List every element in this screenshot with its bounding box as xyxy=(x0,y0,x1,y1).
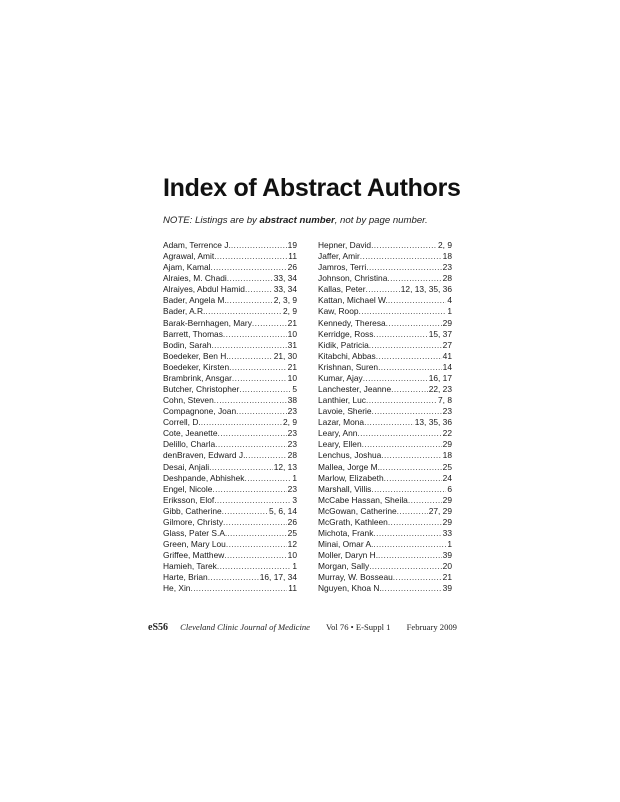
index-entry xyxy=(318,318,452,329)
abstract-numbers: 39 xyxy=(442,550,452,561)
index-entry xyxy=(163,561,297,572)
footer-volume: Vol 76 • E-Suppl 1 xyxy=(326,622,391,632)
abstract-numbers: 23 xyxy=(442,262,452,273)
dot-leader xyxy=(371,484,446,495)
dot-leader xyxy=(210,262,286,273)
author-name: Desai, Anjali xyxy=(163,461,210,472)
index-entry xyxy=(318,251,452,262)
listing-note xyxy=(163,215,428,226)
abstract-numbers: 24 xyxy=(442,472,452,483)
footer-journal-name: Cleveland Clinic Journal of Medicine xyxy=(180,622,310,632)
abstract-numbers: 4 xyxy=(447,295,452,306)
abstract-numbers: 2, 3, 9 xyxy=(273,295,297,306)
author-name: Glass, Pater S.A. xyxy=(163,528,228,539)
page-footer xyxy=(148,622,457,633)
dot-leader xyxy=(387,273,441,284)
dot-leader xyxy=(215,439,287,450)
dot-leader xyxy=(227,295,273,306)
abstract-numbers: 12 xyxy=(287,539,297,550)
author-name: Kennedy, Theresa xyxy=(318,317,386,328)
dot-leader xyxy=(222,506,268,517)
index-entry xyxy=(163,340,297,351)
note-emphasis: abstract number xyxy=(259,215,335,226)
abstract-numbers: 10 xyxy=(287,550,297,561)
abstract-numbers: 33 xyxy=(442,528,452,539)
abstract-numbers: 33, 34 xyxy=(273,273,297,284)
dot-leader xyxy=(209,462,273,473)
index-entry xyxy=(163,329,297,340)
index-entry xyxy=(163,295,297,306)
abstract-numbers: 1 xyxy=(292,472,297,483)
author-name: Deshpande, Abhishek xyxy=(163,472,245,483)
abstract-numbers: 23 xyxy=(287,483,297,494)
index-entry xyxy=(318,273,452,284)
author-name: Cote, Jeanette xyxy=(163,428,218,439)
footer-date: February 2009 xyxy=(406,622,457,632)
abstract-numbers: 12, 13, 35, 36 xyxy=(400,284,452,295)
dot-leader xyxy=(236,406,287,417)
author-name: Kallas, Peter xyxy=(318,284,366,295)
index-entry xyxy=(163,351,297,362)
index-entry xyxy=(163,583,297,594)
abstract-numbers: 15, 37 xyxy=(428,328,452,339)
author-name: Griffee, Matthew xyxy=(163,550,225,561)
index-entry xyxy=(318,262,452,273)
abstract-numbers: 5 xyxy=(292,384,297,395)
author-name: Butcher, Christopher xyxy=(163,384,240,395)
abstract-numbers: 3 xyxy=(292,494,297,505)
index-entry xyxy=(163,550,297,561)
author-name: Kidik, Patricia xyxy=(318,339,369,350)
abstract-numbers: 25 xyxy=(287,528,297,539)
author-name: Murray, W. Bosseau xyxy=(318,572,393,583)
author-name: Hepner, David xyxy=(318,240,372,250)
footer-page-number: eS56 xyxy=(148,622,168,633)
index-entry xyxy=(318,561,452,572)
author-name: Bader, Angela M. xyxy=(163,295,227,306)
index-entry xyxy=(318,295,452,306)
dot-leader xyxy=(376,351,442,362)
author-name: Lazar, Mona xyxy=(318,417,365,428)
author-name: Minai, Omar A. xyxy=(318,539,374,550)
index-entry xyxy=(163,439,297,450)
abstract-numbers: 6 xyxy=(447,483,452,494)
author-name: Kitabchi, Abbas xyxy=(318,350,376,361)
index-entry xyxy=(318,340,452,351)
author-name: Barak-Bernhagen, Mary xyxy=(163,317,252,328)
dot-leader xyxy=(393,572,442,583)
index-entry xyxy=(163,273,297,284)
index-entry xyxy=(163,395,297,406)
dot-leader xyxy=(373,329,427,340)
index-entry xyxy=(318,506,452,517)
dot-leader xyxy=(397,506,428,517)
author-name: Cohn, Steven xyxy=(163,395,214,406)
dot-leader xyxy=(366,395,437,406)
dot-leader xyxy=(378,550,442,561)
index-entry xyxy=(163,284,297,295)
index-entry xyxy=(163,318,297,329)
dot-leader xyxy=(217,561,291,572)
dot-leader xyxy=(365,284,399,295)
abstract-numbers: 2, 9 xyxy=(438,240,452,250)
dot-leader xyxy=(226,539,287,550)
abstract-numbers: 11 xyxy=(288,251,297,262)
index-entry xyxy=(163,517,297,528)
index-entry xyxy=(163,528,297,539)
author-name: Leary, Ann xyxy=(318,428,358,439)
dot-leader xyxy=(384,473,442,484)
author-name: Boedeker, Kirsten xyxy=(163,361,230,372)
author-name: Delillo, Charla xyxy=(163,439,216,450)
note-suffix: , not by page number. xyxy=(334,215,428,226)
index-entry xyxy=(163,428,297,439)
index-entry xyxy=(163,306,297,317)
author-name: Adam, Terrence J. xyxy=(163,240,231,250)
author-name: Marlow, Elizabeth xyxy=(318,472,384,483)
abstract-numbers: 27, 29 xyxy=(428,505,452,516)
dot-leader xyxy=(408,495,442,506)
dot-leader xyxy=(362,439,442,450)
author-name: Kumar, Ajay xyxy=(318,372,363,383)
author-name: Krishnan, Suren xyxy=(318,361,379,372)
index-entry xyxy=(163,262,297,273)
abstract-numbers: 29 xyxy=(442,516,452,527)
abstract-numbers: 23 xyxy=(287,439,297,450)
index-entry xyxy=(318,373,452,384)
abstract-numbers: 39 xyxy=(442,583,452,594)
abstract-numbers: 10 xyxy=(287,328,297,339)
dot-leader xyxy=(378,362,442,373)
abstract-numbers: 16, 17 xyxy=(428,372,452,383)
dot-leader xyxy=(231,240,287,251)
author-name: Compagnone, Joan xyxy=(163,406,237,417)
dot-leader xyxy=(364,417,414,428)
author-name: Bodin, Sarah xyxy=(163,339,212,350)
abstract-numbers: 14 xyxy=(442,361,452,372)
dot-leader xyxy=(227,528,286,539)
author-name: Green, Mary Lou xyxy=(163,539,226,550)
index-entry xyxy=(318,395,452,406)
abstract-numbers: 23 xyxy=(442,406,452,417)
dot-leader xyxy=(205,306,282,317)
abstract-numbers: 2, 9 xyxy=(283,306,297,317)
dot-leader xyxy=(227,273,273,284)
dot-leader xyxy=(391,384,428,395)
abstract-numbers: 28 xyxy=(287,450,297,461)
author-name: Bader, A.R. xyxy=(163,306,206,317)
index-entry xyxy=(163,373,297,384)
dot-leader xyxy=(214,251,287,262)
dot-leader xyxy=(223,329,287,340)
index-entry xyxy=(318,572,452,583)
index-entry xyxy=(318,528,452,539)
abstract-numbers: 33, 34 xyxy=(273,284,297,295)
index-entry xyxy=(318,473,452,484)
dot-leader xyxy=(386,318,442,329)
dot-leader xyxy=(245,450,286,461)
dot-leader xyxy=(214,495,291,506)
index-entry xyxy=(318,306,452,317)
abstract-numbers: 18 xyxy=(442,450,452,461)
abstract-numbers: 19 xyxy=(287,240,297,250)
abstract-numbers: 25 xyxy=(442,461,452,472)
index-entry xyxy=(318,240,452,251)
author-name: Morgan, Sally xyxy=(318,561,370,572)
index-entry xyxy=(318,428,452,439)
dot-leader xyxy=(388,517,442,528)
dot-leader xyxy=(369,561,441,572)
dot-leader xyxy=(366,262,441,273)
index-entry xyxy=(163,484,297,495)
author-name: Jaffer, Amir xyxy=(318,251,360,262)
dot-leader xyxy=(245,284,273,295)
author-name: Ajam, Kamal xyxy=(163,262,211,273)
abstract-numbers: 29 xyxy=(442,439,452,450)
dot-leader xyxy=(244,473,291,484)
abstract-numbers: 1 xyxy=(447,306,452,317)
dot-leader xyxy=(373,528,441,539)
author-index-left-column xyxy=(163,240,297,595)
dot-leader xyxy=(380,462,442,473)
author-name: Engel, Nicole xyxy=(163,483,213,494)
author-name: He, Xin xyxy=(163,583,191,594)
index-entry xyxy=(163,495,297,506)
index-entry xyxy=(318,351,452,362)
index-entry xyxy=(318,406,452,417)
author-name: Lavoie, Sherie xyxy=(318,406,372,417)
author-name: McGowan, Catherine xyxy=(318,505,397,516)
dot-leader xyxy=(214,395,287,406)
dot-leader xyxy=(360,251,442,262)
author-name: Mallea, Jorge M. xyxy=(318,461,380,472)
author-name: Gilmore, Christy xyxy=(163,516,224,527)
author-name: Agrawal, Amit xyxy=(163,251,215,262)
dot-leader xyxy=(232,373,287,384)
dot-leader xyxy=(363,373,428,384)
index-entry xyxy=(318,539,452,550)
dot-leader xyxy=(201,417,282,428)
author-name: denBraven, Edward J. xyxy=(163,450,246,461)
index-entry xyxy=(163,462,297,473)
author-name: Jamros, Terri xyxy=(318,262,367,273)
index-entry xyxy=(318,417,452,428)
abstract-numbers: 41 xyxy=(442,350,452,361)
abstract-numbers: 5, 6, 14 xyxy=(269,505,297,516)
author-name: Kattan, Michael W. xyxy=(318,295,388,306)
dot-leader xyxy=(224,550,286,561)
index-entry xyxy=(318,384,452,395)
index-entry xyxy=(163,384,297,395)
index-entry xyxy=(163,251,297,262)
abstract-numbers: 27 xyxy=(442,339,452,350)
author-name: Michota, Frank xyxy=(318,528,374,539)
author-name: Marshall, Villis xyxy=(318,483,372,494)
index-entry xyxy=(318,484,452,495)
abstract-numbers: 16, 17, 34 xyxy=(259,572,297,583)
author-name: Correll, D. xyxy=(163,417,201,428)
abstract-numbers: 21, 30 xyxy=(273,350,297,361)
dot-leader xyxy=(223,517,287,528)
page-title: Index of Abstract Authors xyxy=(163,174,461,202)
abstract-numbers: 18 xyxy=(442,251,452,262)
dot-leader xyxy=(208,572,259,583)
abstract-numbers: 11 xyxy=(288,583,297,594)
author-name: Eriksson, Elof xyxy=(163,494,215,505)
dot-leader xyxy=(381,450,441,461)
index-entry xyxy=(163,362,297,373)
dot-leader xyxy=(359,306,447,317)
dot-leader xyxy=(217,428,286,439)
author-name: Nguyen, Khoa N. xyxy=(318,583,382,594)
abstract-numbers: 12, 13 xyxy=(273,461,297,472)
author-name: McCabe Hassan, Sheila xyxy=(318,494,408,505)
abstract-numbers: 13, 35, 36 xyxy=(414,417,452,428)
index-entry xyxy=(318,495,452,506)
index-entry xyxy=(318,462,452,473)
dot-leader xyxy=(239,384,291,395)
author-name: McGrath, Kathleen xyxy=(318,516,388,527)
dot-leader xyxy=(371,240,437,251)
abstract-numbers: 20 xyxy=(442,561,452,572)
abstract-numbers: 31 xyxy=(287,339,297,350)
index-entry xyxy=(318,439,452,450)
abstract-numbers: 22 xyxy=(442,428,452,439)
dot-leader xyxy=(382,583,442,594)
abstract-numbers: 28 xyxy=(442,273,452,284)
abstract-numbers: 23 xyxy=(287,428,297,439)
author-name: Kaw, Roop xyxy=(318,306,359,317)
author-name: Lenchus, Joshua xyxy=(318,450,382,461)
dot-leader xyxy=(229,351,273,362)
index-entry xyxy=(318,284,452,295)
dot-leader xyxy=(229,362,287,373)
index-entry xyxy=(318,583,452,594)
abstract-numbers: 26 xyxy=(287,262,297,273)
dot-leader xyxy=(212,484,286,495)
abstract-numbers: 7, 8 xyxy=(438,395,452,406)
dot-leader xyxy=(211,340,286,351)
abstract-numbers: 22, 23 xyxy=(428,384,452,395)
note-prefix: NOTE: Listings are by xyxy=(163,215,260,226)
author-name: Moller, Daryn H. xyxy=(318,550,379,561)
author-index-right-column xyxy=(318,240,452,595)
dot-leader xyxy=(388,295,447,306)
author-name: Alraies, M. Chadi xyxy=(163,273,227,284)
author-name: Kerridge, Ross xyxy=(318,328,374,339)
author-name: Johnson, Christina xyxy=(318,273,388,284)
index-entry xyxy=(163,240,297,251)
author-name: Hamieh, Tarek xyxy=(163,561,217,572)
author-name: Lanthier, Luc xyxy=(318,395,366,406)
abstract-numbers: 10 xyxy=(287,372,297,383)
index-entry xyxy=(163,473,297,484)
author-name: Brambrink, Ansgar xyxy=(163,372,232,383)
abstract-numbers: 21 xyxy=(287,317,297,328)
author-name: Lanchester, Jeanne xyxy=(318,384,392,395)
author-name: Gibb, Catherine xyxy=(163,505,222,516)
index-entry xyxy=(163,406,297,417)
abstract-numbers: 29 xyxy=(442,494,452,505)
index-entry xyxy=(163,506,297,517)
author-name: Harte, Brian xyxy=(163,572,208,583)
abstract-numbers: 1 xyxy=(447,539,452,550)
index-entry xyxy=(318,362,452,373)
dot-leader xyxy=(369,340,442,351)
author-name: Barrett, Thomas xyxy=(163,328,223,339)
dot-leader xyxy=(190,583,287,594)
abstract-numbers: 1 xyxy=(292,561,297,572)
author-name: Leary, Ellen xyxy=(318,439,362,450)
index-entry xyxy=(318,450,452,461)
abstract-numbers: 21 xyxy=(287,361,297,372)
abstract-numbers: 2, 9 xyxy=(283,417,297,428)
dot-leader xyxy=(357,428,441,439)
index-entry xyxy=(318,329,452,340)
index-entry xyxy=(163,417,297,428)
index-entry xyxy=(163,450,297,461)
author-name: Boedeker, Ben H. xyxy=(163,350,229,361)
dot-leader xyxy=(252,318,287,329)
index-entry xyxy=(163,572,297,583)
abstract-numbers: 26 xyxy=(287,516,297,527)
dot-leader xyxy=(372,406,442,417)
abstract-numbers: 38 xyxy=(287,395,297,406)
index-entry xyxy=(318,517,452,528)
abstract-numbers: 29 xyxy=(442,317,452,328)
abstract-numbers: 23 xyxy=(287,406,297,417)
abstract-numbers: 21 xyxy=(442,572,452,583)
index-entry xyxy=(163,539,297,550)
index-entry xyxy=(318,550,452,561)
dot-leader xyxy=(373,539,446,550)
author-name: Alraiyes, Abdul Hamid xyxy=(163,284,245,295)
